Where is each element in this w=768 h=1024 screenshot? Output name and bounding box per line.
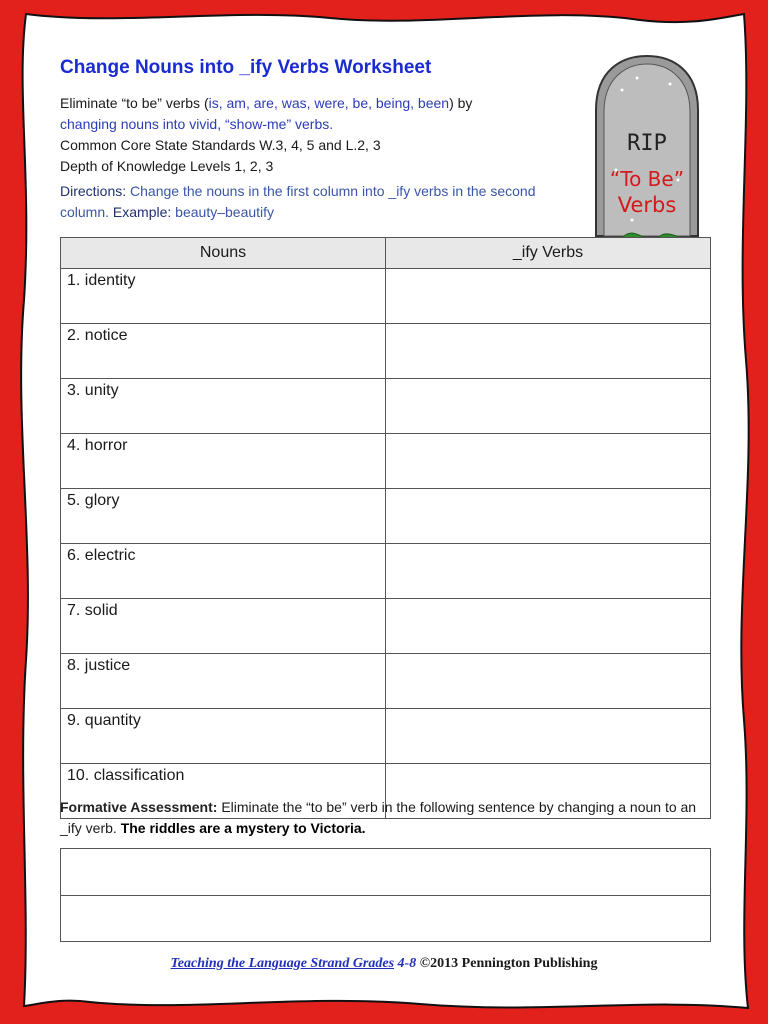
table-header-row bbox=[61, 238, 711, 269]
table-row bbox=[61, 324, 711, 379]
noun-cell: 3. unity bbox=[61, 379, 386, 434]
table-row bbox=[61, 599, 711, 654]
noun-cell: 9. quantity bbox=[61, 709, 386, 764]
nouns-verbs-table bbox=[60, 237, 711, 819]
worksheet-title: Change Nouns into _ify Verbs Worksheet bbox=[60, 57, 432, 78]
directions-text: Change the nouns in the first column into _ify verbs in the second column. bbox=[60, 183, 536, 220]
formative-assessment bbox=[60, 797, 710, 839]
tomb-rip: RIP bbox=[627, 131, 667, 156]
dok-line: Depth of Knowledge Levels 1, 2, 3 bbox=[60, 158, 274, 174]
intro-suffix: ) by bbox=[449, 95, 473, 111]
ify-verb-answer-cell[interactable] bbox=[386, 379, 711, 434]
ify-verb-answer-cell[interactable] bbox=[386, 654, 711, 709]
table-row bbox=[61, 269, 711, 324]
table-body bbox=[61, 269, 711, 819]
table-row bbox=[61, 709, 711, 764]
tombstone-icon bbox=[582, 50, 712, 250]
table-row bbox=[61, 489, 711, 544]
directions bbox=[60, 181, 570, 223]
ify-verb-answer-cell[interactable] bbox=[386, 489, 711, 544]
intro-line-2: changing nouns into vivid, “show-me” verbs. bbox=[60, 116, 334, 132]
footer-book-link[interactable]: Teaching the Language Strand Grades bbox=[170, 956, 395, 971]
intro-text bbox=[60, 93, 570, 177]
noun-cell: 8. justice bbox=[61, 654, 386, 709]
example-text: beauty–beautify bbox=[171, 204, 275, 220]
table-row bbox=[61, 544, 711, 599]
worksheet-page bbox=[30, 26, 738, 996]
intro-line-1 bbox=[60, 93, 570, 114]
example-label: Example: bbox=[112, 204, 172, 220]
assessment-sentence: The riddles are a mystery to Victoria. bbox=[120, 820, 366, 836]
noun-cell: 2. notice bbox=[61, 324, 386, 379]
noun-cell: 5. glory bbox=[61, 489, 386, 544]
footer-grades: 4-8 bbox=[394, 956, 417, 971]
footer-credit bbox=[30, 956, 738, 972]
ify-verb-answer-cell[interactable] bbox=[386, 434, 711, 489]
noun-cell: 10. classification bbox=[61, 764, 386, 819]
noun-cell: 7. solid bbox=[61, 599, 386, 654]
ify-verb-answer-cell[interactable] bbox=[386, 709, 711, 764]
table-row bbox=[61, 434, 711, 489]
header-nouns: Nouns bbox=[61, 238, 386, 269]
ify-verb-answer-cell[interactable] bbox=[386, 269, 711, 324]
footer-copyright: ©2013 Pennington Publishing bbox=[416, 956, 598, 971]
to-be-verbs-list: is, am, are, was, were, be, being, been bbox=[208, 95, 450, 111]
assessment-answer-box[interactable] bbox=[60, 848, 711, 942]
tomb-line-2: Verbs bbox=[617, 193, 677, 217]
tomb-line-1: “To Be” bbox=[609, 167, 685, 191]
standards-line: Common Core State Standards W.3, 4, 5 and L.2, 3 bbox=[60, 137, 381, 153]
noun-cell: 1. identity bbox=[61, 269, 386, 324]
assessment-text: Eliminate the “to be” verb in the following sentence by changing a noun to an _ify verb. bbox=[60, 799, 697, 836]
ify-verb-answer-cell[interactable] bbox=[386, 324, 711, 379]
ify-verb-answer-cell[interactable] bbox=[386, 599, 711, 654]
table-row bbox=[61, 654, 711, 709]
intro-prefix: Eliminate “to be” verbs ( bbox=[60, 95, 209, 111]
noun-cell: 6. electric bbox=[61, 544, 386, 599]
ify-verb-answer-cell[interactable] bbox=[386, 544, 711, 599]
assessment-label: Formative Assessment: bbox=[60, 799, 218, 815]
directions-label: Directions: bbox=[60, 183, 127, 199]
header-ify-verbs: _ify Verbs bbox=[386, 238, 711, 269]
table-row bbox=[61, 379, 711, 434]
answer-line-divider bbox=[61, 895, 710, 896]
noun-cell: 4. horror bbox=[61, 434, 386, 489]
